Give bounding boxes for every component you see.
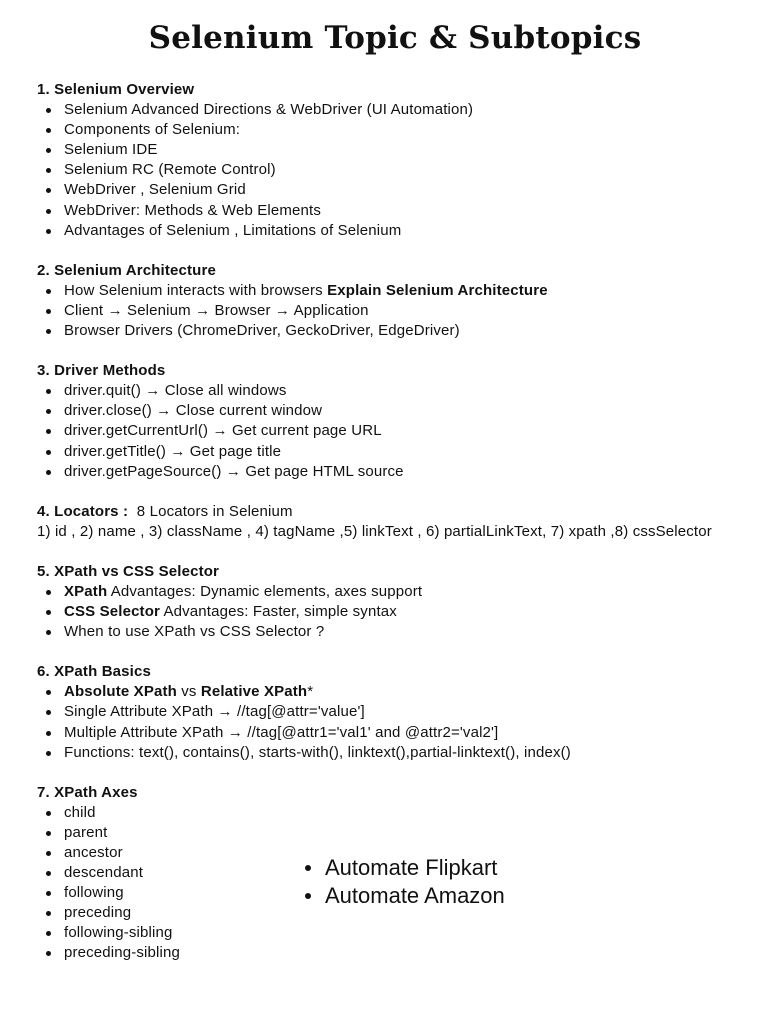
list-item [37, 281, 765, 301]
page-title: Selenium Topic & Subtopics [148, 20, 642, 56]
list-item: driver.getTitle() → Get page title [37, 442, 765, 462]
list-item: Single Attribute XPath → //tag[@attr='value'] [37, 702, 765, 722]
list-item [37, 582, 765, 602]
list-item [37, 602, 765, 622]
section-heading: 5. XPath vs CSS Selector [37, 562, 220, 580]
overview-list [37, 100, 765, 241]
item-emphasis: XPath [64, 582, 108, 600]
list-item: Automate Flipkart [300, 854, 505, 882]
section-heading: 2. Selenium Architecture [37, 261, 216, 279]
list-item: following [37, 883, 765, 903]
section-heading-row [37, 502, 765, 522]
list-item: preceding [37, 903, 765, 923]
xpath-vs-css-list [37, 582, 765, 642]
list-item: Selenium RC (Remote Control) [37, 160, 765, 180]
list-item: following-sibling [37, 923, 765, 943]
list-item: Functions: text(), contains(), starts-with(), linktext(),partial-linktext(), index() [37, 743, 765, 763]
list-item: WebDriver , Selenium Grid [37, 180, 765, 200]
list-item: Components of Selenium: [37, 120, 765, 140]
item-emphasis: Explain Selenium Architecture [327, 281, 548, 299]
architecture-list [37, 281, 765, 341]
list-item: Selenium IDE [37, 140, 765, 160]
item-text: Advantages: Dynamic elements, axes support [107, 582, 423, 600]
list-item: Automate Amazon [300, 882, 505, 910]
topics-content [37, 80, 765, 984]
section-xpath-vs-css [37, 562, 765, 642]
item-text: vs [176, 683, 201, 701]
list-item: preceding-sibling [37, 943, 765, 963]
list-item: driver.quit() → Close all windows [37, 381, 765, 401]
section-heading: 3. Driver Methods [37, 362, 166, 380]
item-text: How Selenium interacts with browsers [64, 281, 328, 299]
list-item: descendant [37, 863, 765, 883]
list-item: ancestor [37, 843, 765, 863]
list-item: parent [37, 823, 765, 843]
list-item: Browser Drivers (ChromeDriver, GeckoDriver, EdgeDriver) [37, 321, 765, 341]
item-emphasis: Absolute XPath [64, 683, 177, 701]
section-heading: 7. XPath Axes [37, 783, 138, 801]
list-item: driver.getPageSource() → Get page HTML source [37, 462, 765, 482]
xpath-basics-list [37, 682, 765, 762]
section-selenium-overview [37, 80, 765, 241]
list-item: When to use XPath vs CSS Selector ? [37, 622, 765, 642]
section-driver-methods [37, 361, 765, 482]
driver-methods-list [37, 381, 765, 481]
locators-line: 1) id , 2) name , 3) className , 4) tagName ,5) linkText , 6) partialLinkText, 7) xpath ,8) cssSelector [37, 522, 712, 540]
item-emphasis: CSS Selector [64, 603, 161, 621]
heading-tail: 8 Locators in Selenium [128, 502, 293, 520]
list-item: driver.close() → Close current window [37, 401, 765, 421]
section-selenium-architecture [37, 261, 765, 341]
section-heading: 1. Selenium Overview [37, 81, 195, 98]
item-emphasis: Relative XPath [200, 683, 308, 701]
list-item: Selenium Advanced Directions & WebDriver (UI Automation) [37, 100, 765, 120]
list-item: Advantages of Selenium , Limitations of Selenium [37, 221, 765, 241]
automation-projects-list [300, 854, 505, 910]
section-heading: 6. XPath Basics [37, 663, 151, 681]
list-item: child [37, 803, 765, 823]
section-locators [37, 502, 765, 542]
item-text: Advantages: Faster, simple syntax [160, 603, 397, 621]
list-item: driver.getCurrentUrl() → Get current page URL [37, 421, 765, 441]
section-heading: 4. Locators : [37, 502, 129, 520]
list-item: Multiple Attribute XPath → //tag[@attr1='val1' and @attr2='val2'] [37, 723, 765, 743]
section-xpath-basics [37, 662, 765, 762]
list-item: WebDriver: Methods & Web Elements [37, 201, 765, 221]
list-item: Client → Selenium → Browser → Application [37, 301, 765, 321]
item-text: * [307, 683, 314, 701]
list-item [37, 682, 765, 702]
